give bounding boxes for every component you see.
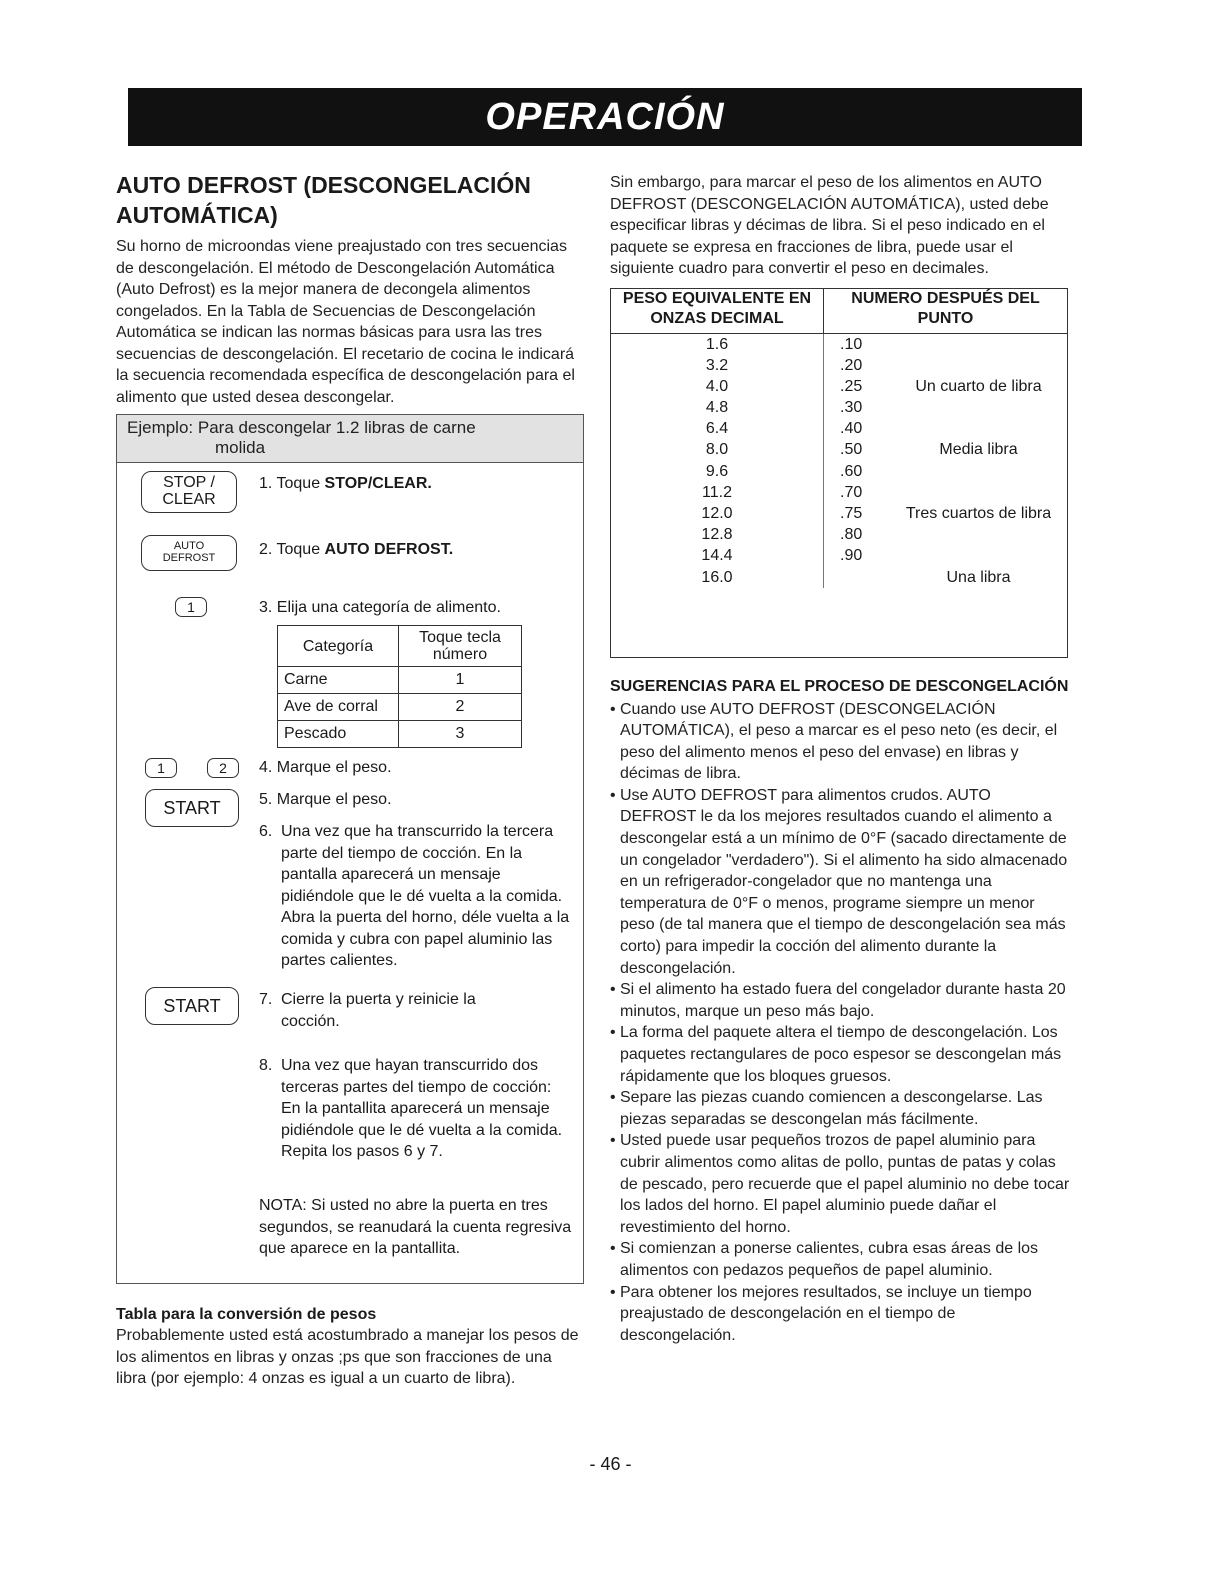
category-number: 3: [399, 721, 522, 748]
fraction-note-cell: [890, 545, 1067, 566]
ounces-cell: 12.0: [611, 503, 824, 524]
list-item: • Para obtener los mejores resultados, se incluye un tiempo preajustado de descongelación en el tiempo de descongelación.: [610, 1282, 1070, 1347]
step-1: [259, 473, 579, 495]
step-7-number: 7.: [259, 991, 273, 1008]
step-7: [259, 989, 579, 1032]
fraction-note-cell: [890, 418, 1067, 439]
step-4: 4. Marque el peso.: [259, 759, 392, 776]
weight-table-header: [611, 289, 1067, 334]
ounces-cell: 8.0: [611, 439, 824, 460]
decimal-cell: .30: [840, 399, 863, 417]
section-banner: [128, 88, 1082, 146]
fraction-note-cell: [890, 334, 1067, 355]
stop-key-label-1: STOP /: [163, 474, 215, 491]
category-header: Categoría: [278, 626, 399, 667]
table-row: [611, 334, 1067, 355]
number-2-key-label: 2: [219, 760, 227, 776]
fraction-note-cell: [890, 355, 1067, 376]
table-row: [278, 721, 522, 748]
decimal-cell: .70: [840, 483, 863, 501]
note: NOTA: Si usted no abre la puerta en tres segundos, se reanudará la cuenta regresiva que aparece en la pantallita.: [259, 1197, 572, 1257]
step-3: 3. Elija una categoría de alimento.: [259, 599, 501, 616]
tips-list: [610, 699, 1070, 1347]
table-row: [611, 355, 1067, 376]
step-8-number: 8.: [259, 1057, 273, 1074]
table-row: [611, 545, 1067, 566]
number-1-key: [175, 597, 207, 617]
tips-title: SUGERENCIAS PARA EL PROCESO DE DESCONGELACIÓN: [610, 677, 1069, 695]
ounces-cell: 3.2: [611, 355, 824, 376]
right-column: [610, 172, 1070, 1346]
ounces-header: PESO EQUIVALENTE EN ONZAS DECIMAL: [611, 289, 824, 333]
step-8-text: Una vez que hayan transcurrido dos terceras partes del tiempo de cocción: En la pantallita aparecerá un mensaje pidiéndole que le dé vuelta a la comida. Repita los pasos 6 y 7.: [281, 1057, 563, 1160]
number-1-key: [145, 758, 177, 778]
list-item: • Cuando use AUTO DEFROST (DESCONGELACIÓN AUTOMÁTICA), el peso a marcar es el peso neto (es decir, el peso del alimento menos el peso del envase) en libras y décimas de libra.: [610, 699, 1070, 785]
step-6-text: Una vez que ha transcurrido la tercera parte del tiempo de cocción. En la pantalla aparecerá un mensaje pidiéndole que le dé vuelta a la comida. Abra la puerta del horno, déle vuelta a la comida y cubra con papel aluminio las partes calientes.: [281, 823, 570, 969]
auto-defrost-key: [141, 535, 237, 571]
fraction-note-cell: [890, 482, 1067, 503]
fraction-note-cell: Media libra: [939, 441, 1018, 459]
decimal-cell: .25: [840, 377, 863, 395]
start-key-label: START: [163, 996, 221, 1016]
ounces-cell: 4.0: [611, 376, 824, 397]
table-row: [278, 694, 522, 721]
decimal-cell: [824, 567, 890, 588]
decimal-cell: .90: [840, 547, 863, 565]
page-number: - 46 -: [589, 1454, 632, 1474]
table-row: [611, 418, 1067, 439]
start-key: [145, 789, 239, 827]
right-intro-paragraph: Sin embargo, para marcar el peso de los alimentos en AUTO DEFROST (DESCONGELACIÓN AUTOMÁTICA), usted debe especificar libras y décimas de libra. Si el peso indicado en el paquete se expresa en fracciones de libra, puede usar el siguiente cuadro para convertir el peso en decimales.: [610, 174, 1049, 277]
auto-key-label-1: AUTO: [173, 540, 205, 552]
decimal-header: NUMERO DESPUÉS DEL PUNTO: [851, 289, 1040, 327]
table-row: [611, 439, 1067, 460]
step-1-bold: STOP/CLEAR.: [324, 475, 432, 492]
key-number-header: Toque tecla número: [399, 626, 522, 667]
decimal-cell: .75: [840, 505, 863, 522]
decimal-cell: .50: [840, 441, 863, 459]
intro-paragraph: Su horno de microondas viene preajustado con tres secuencias de descongelación. El método de Descongelación Automática (Auto Defrost) es la mejor manera de decongela alimentos congelados. En la Tabla de Secuencias de Descongelación Automática se indican las normas básicas para usra las tres secuencias de descongelación. El recetario de cocina le indicará la secuencia recomendada específica de descongelación para el alimento que usted desea descongelar.: [116, 238, 575, 406]
table-row: [278, 667, 522, 694]
category-number: 1: [399, 667, 522, 694]
step-2: [259, 539, 579, 561]
number-1-key-label: 1: [157, 760, 165, 776]
section-title-line-2: AUTOMÁTICA): [116, 202, 278, 228]
start-key: [145, 987, 239, 1025]
list-item: • Separe las piezas cuando comiencen a descongelarse. Las piezas separadas se descongelan más fácilmente.: [610, 1087, 1070, 1130]
banner-title: OPERACIÓN: [485, 95, 725, 138]
category-name: Carne: [278, 667, 399, 694]
table-row: [611, 567, 1067, 588]
category-name: Ave de corral: [278, 694, 399, 721]
step-1-text: 1. Toque: [259, 475, 325, 492]
table-row: [611, 376, 1067, 397]
list-item: • Usted puede usar pequeños trozos de papel aluminio para cubrir alimentos como alitas de pollo, puntas de patas y colas de pescado, pero recuerde que el papel aluminio no debe tocar los lados del horno. El papel aluminio puede dañar el revestimiento del horno.: [610, 1130, 1070, 1238]
section-title-line-1: AUTO DEFROST (DESCONGELACIÓN: [116, 172, 531, 198]
ounces-cell: 4.8: [611, 397, 824, 418]
example-box: [116, 414, 584, 1284]
table-row: [611, 461, 1067, 482]
list-item: • Si comienzan a ponerse calientes, cubra esas áreas de los alimentos con pedazos pequeños de papel aluminio.: [610, 1238, 1070, 1281]
stop-clear-key: [141, 471, 237, 513]
left-column: [116, 170, 584, 1390]
ounces-cell: 9.6: [611, 461, 824, 482]
ounces-cell: 1.6: [611, 334, 824, 355]
list-item: • La forma del paquete altera el tiempo de descongelación. Los paquetes rectangulares de poco espesor se descongelan más rápidamente que los bloques gruesos.: [610, 1022, 1070, 1087]
decimal-cell: .60: [840, 462, 863, 480]
table-row: [611, 503, 1067, 524]
step-7-text: Cierre la puerta y reinicie la cocción.: [281, 991, 476, 1030]
step-6-number: 6.: [259, 823, 273, 840]
category-name: Pescado: [278, 721, 399, 748]
ounces-cell: 11.2: [611, 482, 824, 503]
decimal-cell: .10: [840, 335, 863, 353]
table-row: [611, 482, 1067, 503]
stop-key-label-2: CLEAR: [162, 491, 216, 508]
step-2-bold: AUTO DEFROST.: [324, 541, 454, 558]
example-title-line-2: molida: [215, 438, 266, 457]
fraction-note-cell: [890, 461, 1067, 482]
fraction-note-cell: Una libra: [946, 568, 1011, 586]
list-item: • Use AUTO DEFROST para alimentos crudos. AUTO DEFROST le da los mejores resultados cuando el alimento a descongelar está a un mínimo de 0°F (sacado directamente de un congelador "verdadero"). Si el alimento ha sido almacenado en un refrigerador-congelador que no mantenga una temperatura de 0°F o menos, programe siempre un menor peso (de tal manera que el tiempo de descongelación sea más corto) para impedir la cocción del alimento durante la descongelación.: [610, 785, 1070, 979]
start-key-label: START: [163, 798, 221, 818]
fraction-note-cell: [890, 524, 1067, 545]
ounces-cell: 6.4: [611, 418, 824, 439]
section-title: [116, 170, 584, 230]
category-number: 2: [399, 694, 522, 721]
fraction-note-cell: Tres cuartos de libra: [905, 505, 1052, 522]
ounces-cell: 16.0: [611, 567, 824, 588]
fraction-note-cell: Un cuarto de libra: [915, 377, 1042, 395]
number-1-key-label: 1: [187, 599, 195, 615]
auto-key-label-2: DEFROST: [162, 552, 216, 564]
decimal-cell: .40: [840, 420, 863, 438]
weight-table-body: [611, 334, 1067, 588]
weight-conversion-table: [610, 288, 1068, 658]
step-5: 5. Marque el peso.: [259, 791, 392, 808]
number-2-key: [207, 758, 239, 778]
list-item: • Si el alimento ha estado fuera del congelador durante hasta 20 minutos, marque un peso más bajo.: [610, 979, 1070, 1022]
step-2-text: 2. Toque: [259, 541, 325, 558]
example-title: [117, 415, 583, 463]
decimal-cell: .20: [840, 356, 863, 374]
decimal-cell: .80: [840, 526, 863, 544]
table-row: [611, 397, 1067, 418]
table-row: [611, 524, 1067, 545]
conversion-title: Tabla para la conversión de pesos: [116, 1306, 377, 1323]
ounces-cell: 12.8: [611, 524, 824, 545]
fraction-note-cell: [890, 397, 1067, 418]
example-title-line-1: Ejemplo: Para descongelar 1.2 libras de carne: [127, 418, 476, 437]
step-6: [259, 821, 579, 972]
category-table: [277, 625, 522, 748]
step-8: [259, 1055, 579, 1163]
conversion-paragraph: Probablemente usted está acostumbrado a manejar los pesos de los alimentos en libras y onzas ;ps que son fracciones de una libra (por ejemplo: 4 onzas es igual a un cuarto de libra).: [116, 1327, 579, 1387]
ounces-cell: 14.4: [611, 545, 824, 566]
